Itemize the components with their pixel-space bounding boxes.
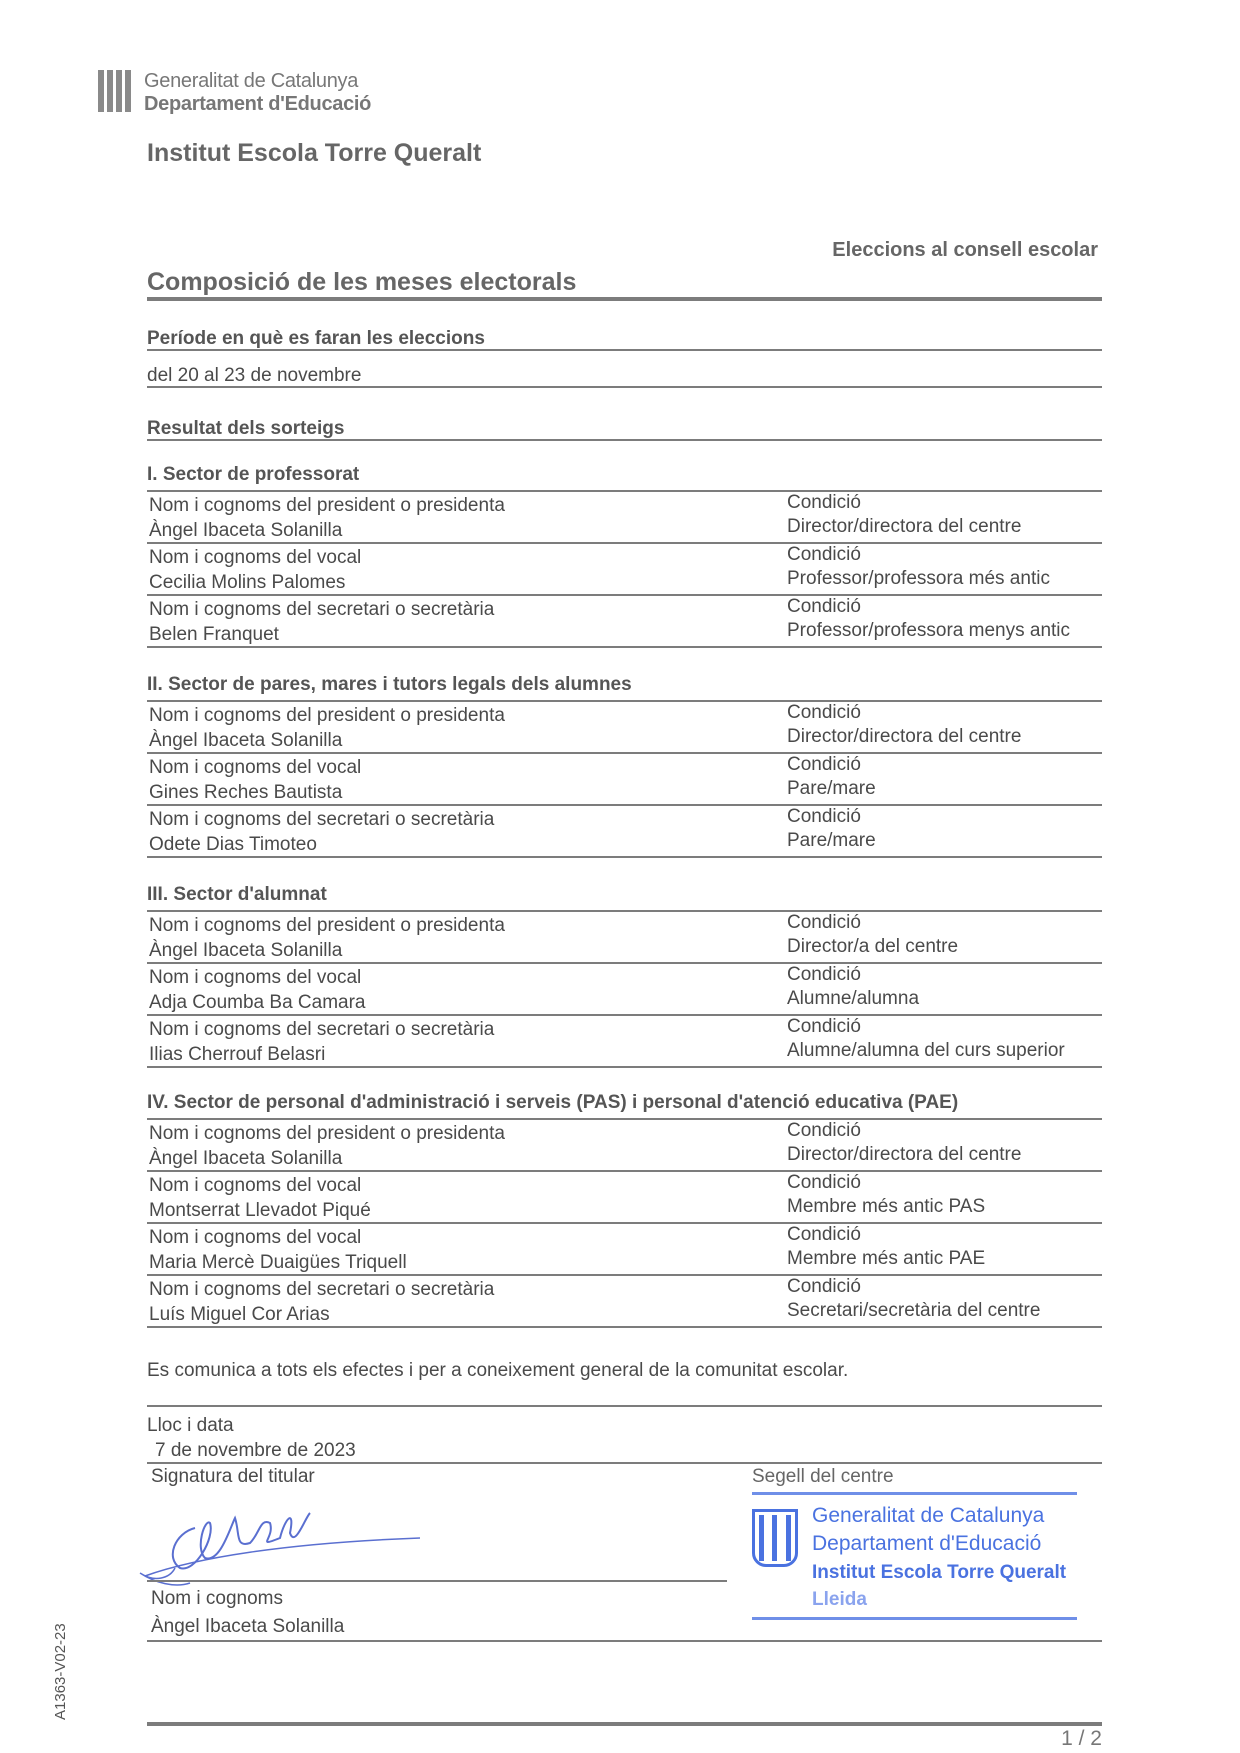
condition-value: Director/a del centre <box>787 936 959 957</box>
member-row <box>147 1016 1102 1068</box>
member-row <box>147 492 1102 544</box>
member-name: Àngel Ibaceta Solanilla <box>149 520 343 541</box>
member-name: Àngel Ibaceta Solanilla <box>149 940 343 961</box>
sector-section <box>147 672 1102 858</box>
role-label: Nom i cognoms del vocal <box>149 547 362 568</box>
role-label: Nom i cognoms del vocal <box>149 1227 362 1248</box>
role-label: Nom i cognoms del president o presidenta <box>149 495 505 516</box>
member-row <box>147 1172 1102 1224</box>
org-line2: Departament d'Educació <box>144 93 372 115</box>
results-label: Resultat dels sorteigs <box>147 418 345 439</box>
member-name: Adja Coumba Ba Camara <box>149 992 366 1013</box>
condition-label: Condició <box>787 964 861 985</box>
role-label: Nom i cognoms del secretari o secretària <box>149 1279 495 1300</box>
condition-label: Condició <box>787 1224 861 1245</box>
condition-value: Director/directora del centre <box>787 726 1022 747</box>
seal-label: Segell del centre <box>752 1466 894 1487</box>
member-row <box>147 806 1102 858</box>
condition-label: Condició <box>787 544 861 565</box>
divider <box>147 1722 1102 1726</box>
role-label: Nom i cognoms del president o presidenta <box>149 1123 505 1144</box>
stamp-line1: Generalitat de Catalunya <box>812 1504 1045 1527</box>
school-seal-stamp <box>752 1492 1077 1622</box>
role-label: Nom i cognoms del president o presidenta <box>149 705 505 726</box>
org-line1: Generalitat de Catalunya <box>144 70 359 92</box>
period-value: del 20 al 23 de novembre <box>147 365 362 386</box>
condition-label: Condició <box>787 1016 861 1037</box>
condition-value: Professor/professora menys antic <box>787 620 1071 641</box>
divider <box>147 1462 1102 1464</box>
member-row <box>147 912 1102 964</box>
generalitat-emblem-icon <box>752 1509 798 1567</box>
doc-type: Eleccions al consell escolar <box>832 239 1098 261</box>
role-label: Nom i cognoms del vocal <box>149 1175 362 1196</box>
period-label: Període en què es faran les eleccions <box>147 328 485 349</box>
condition-value: Director/directora del centre <box>787 516 1022 537</box>
divider <box>147 1405 1102 1407</box>
condition-value: Alumne/alumna del curs superior <box>787 1040 1065 1061</box>
stamp-rule <box>752 1492 1077 1495</box>
member-row <box>147 1224 1102 1276</box>
school-name: Institut Escola Torre Queralt <box>147 139 482 167</box>
member-name: Cecilia Molins Palomes <box>149 572 346 593</box>
stamp-line2: Departament d'Educació <box>812 1532 1042 1555</box>
divider <box>147 349 1102 351</box>
condition-label: Condició <box>787 1172 861 1193</box>
role-label: Nom i cognoms del secretari o secretària <box>149 1019 495 1040</box>
sector-section <box>147 882 1102 1068</box>
condition-label: Condició <box>787 1276 861 1297</box>
member-name: Odete Dias Timoteo <box>149 834 317 855</box>
member-row <box>147 754 1102 806</box>
divider <box>147 297 1102 301</box>
member-name: Luís Miguel Cor Arias <box>149 1304 330 1325</box>
signature-image <box>135 1488 425 1588</box>
member-row <box>147 964 1102 1016</box>
condition-label: Condició <box>787 1120 861 1141</box>
sector-section <box>147 462 1102 648</box>
condition-value: Pare/mare <box>787 778 876 799</box>
condition-label: Condició <box>787 806 861 827</box>
role-label: Nom i cognoms del vocal <box>149 967 362 988</box>
role-label: Nom i cognoms del vocal <box>149 757 362 778</box>
member-row <box>147 1120 1102 1172</box>
condition-value: Alumne/alumna <box>787 988 920 1009</box>
divider <box>147 1580 727 1582</box>
page-title: Composició de les meses electorals <box>147 268 577 296</box>
member-name: Maria Mercè Duaigües Triquell <box>149 1252 407 1273</box>
divider <box>147 386 1102 388</box>
member-name: Gines Reches Bautista <box>149 782 343 803</box>
role-label: Nom i cognoms del secretari o secretària <box>149 599 495 620</box>
condition-label: Condició <box>787 912 861 933</box>
sector-heading: I. Sector de professorat <box>147 462 1102 492</box>
condition-value: Professor/professora més antic <box>787 568 1050 589</box>
divider <box>147 1640 1102 1642</box>
member-row <box>147 1276 1102 1328</box>
stamp-line4: Lleida <box>812 1589 867 1610</box>
member-row <box>147 702 1102 754</box>
role-label: Nom i cognoms del secretari o secretària <box>149 809 495 830</box>
condition-value: Pare/mare <box>787 830 876 851</box>
divider <box>147 439 1102 441</box>
place-date-value: 7 de novembre de 2023 <box>155 1440 356 1461</box>
signature-label: Signatura del titular <box>151 1466 315 1487</box>
sector-heading: III. Sector d'alumnat <box>147 882 1102 912</box>
member-name: Àngel Ibaceta Solanilla <box>149 1148 343 1169</box>
sector-heading: II. Sector de pares, mares i tutors legals dels alumnes <box>147 672 1102 702</box>
condition-label: Condició <box>787 492 861 513</box>
page-number: 1 / 2 <box>1061 1727 1102 1750</box>
stamp-rule <box>752 1617 1077 1620</box>
condition-label: Condició <box>787 596 861 617</box>
place-date-label: Lloc i data <box>147 1415 234 1436</box>
notice-text: Es comunica a tots els efectes i per a coneixement general de la comunitat escolar. <box>147 1360 849 1381</box>
sector-section <box>147 1090 1102 1328</box>
member-name: Ilias Cherrouf Belasri <box>149 1044 326 1065</box>
condition-value: Secretari/secretària del centre <box>787 1300 1041 1321</box>
member-row <box>147 544 1102 596</box>
condition-label: Condició <box>787 702 861 723</box>
stamp-line3: Institut Escola Torre Queralt <box>812 1562 1067 1583</box>
role-label: Nom i cognoms del president o presidenta <box>149 915 505 936</box>
form-code: A1363-V02-23 <box>52 1623 69 1720</box>
condition-label: Condició <box>787 754 861 775</box>
condition-value: Director/directora del centre <box>787 1144 1022 1165</box>
member-name: Montserrat Llevadot Piqué <box>149 1200 371 1221</box>
member-name: Belen Franquet <box>149 624 279 645</box>
member-row <box>147 596 1102 648</box>
generalitat-emblem-icon <box>98 70 138 112</box>
condition-value: Membre més antic PAS <box>787 1196 986 1217</box>
member-name: Àngel Ibaceta Solanilla <box>149 730 343 751</box>
condition-value: Membre més antic PAE <box>787 1248 986 1269</box>
signer-name: Àngel Ibaceta Solanilla <box>151 1616 345 1637</box>
name-label: Nom i cognoms <box>151 1588 283 1609</box>
sector-heading: IV. Sector de personal d'administració i serveis (PAS) i personal d'atenció educativa (PAE) <box>147 1090 1102 1120</box>
